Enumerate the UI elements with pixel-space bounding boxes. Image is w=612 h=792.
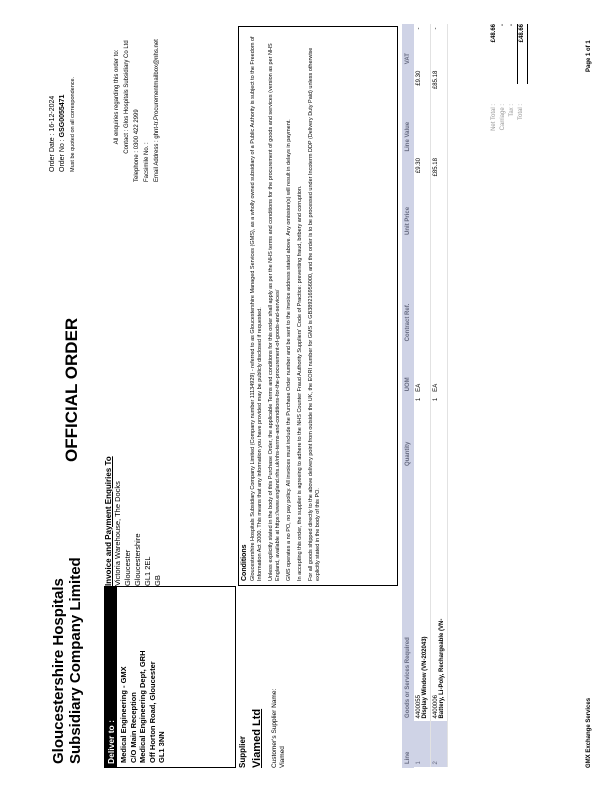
company-line-1: Gloucestershire Hospitals <box>50 578 67 764</box>
condition-paragraph: Gloucestershire Hospitals Subsidiary Company Limited (Company number 11134929) - referred to as Gloucestershire Managed Services (GMS), as a wholly owned subsidiary of a Public Authority is subject to the Freedom of Information Act 2000. This means that any information you have provided may be publicly disclosed if requested. <box>250 36 263 581</box>
order-date: 16-12-2024 <box>49 95 56 132</box>
contact-fax: Facsimile No. : <box>144 142 150 182</box>
condition-paragraph: In accepting this order, the supplier is agreeing to adhere to the NHS Counter Fraud Authority Suppliers' Code of Practice: preventing fraud, bribery and corruption. <box>297 185 303 581</box>
row-qty: 1 <box>414 395 431 470</box>
tax-row <box>508 24 517 174</box>
row-uom: EA <box>414 345 431 395</box>
row-line-value: £85.18 <box>431 68 448 155</box>
row-desc: Display Window (VN-202043) <box>422 636 428 719</box>
customer-supplier-name <box>271 608 287 768</box>
deliver-line: Medical Engineering Dept, GRH <box>138 650 147 763</box>
row-code: 4400006 <box>433 695 439 719</box>
row-unit-price: £85.18 <box>431 155 448 238</box>
tax-value: - <box>509 24 515 26</box>
row-desc: Battery, Li-Poly, Rechargeable (VN- <box>439 618 445 719</box>
col-uom: UOM <box>403 345 414 395</box>
quote-note: Must be quoted on all correspondence. <box>70 76 76 172</box>
invoice-address <box>104 386 234 586</box>
col-quantity: Quantity <box>403 395 414 470</box>
cs-value: Viamed <box>279 746 286 768</box>
supplier-block <box>238 608 287 768</box>
row-qty: 1 <box>431 395 448 470</box>
condition-paragraph: GMS operates a no PO, no pay policy. All invoices must include the Purchase Order number and be sent to the invoice address stated above. Any omission(s) will result in delays in payment. <box>286 119 292 581</box>
deliver-line: GL1 3NN <box>157 731 166 763</box>
deliver-line: C/O Main Reception <box>128 692 138 763</box>
contact-telephone: Telephone : 0300 422 2999 <box>134 109 140 182</box>
order-no-label: Order No : <box>59 139 66 172</box>
condition-paragraph: Unless explicitly stated in the body of this Purchase Order, the applicable Terms and conditions for this order shall apply as per the NHS terms and conditions for the procurement of goods and services (version as per NHS England, available at https://www.england.nhs.uk/nhs-terms-and-conditions-for-the-procurement-of-goods-and-services/ <box>268 43 281 581</box>
row-line-value: £9.30 <box>414 68 431 155</box>
order-no: GSG0055471 <box>59 94 66 138</box>
invoice-label: Invoice and Payment Enquiries To <box>104 456 113 586</box>
carriage-row <box>499 24 508 174</box>
company-name <box>50 557 84 764</box>
supplier-label: Supplier <box>238 735 247 768</box>
table-row <box>414 25 431 768</box>
totals-block <box>490 24 528 174</box>
table-row <box>431 25 448 768</box>
conditions-label: Conditions <box>241 544 248 581</box>
footer-left: GMX Exchange Services <box>586 697 592 768</box>
total-value: £48.66 <box>517 24 528 84</box>
order-date-label: Order Date : <box>49 133 56 172</box>
net-total-row <box>490 24 499 174</box>
col-contract-ref: Contract Ref. <box>403 238 414 344</box>
invoice-line: GL1 2EL <box>143 556 152 586</box>
contact-block <box>112 12 162 182</box>
items-header-row <box>403 25 414 768</box>
carriage-label: Carriage : <box>500 104 506 131</box>
tax-label: Tax : <box>509 104 515 117</box>
conditions-box <box>238 26 398 586</box>
order-date-row <box>48 77 58 172</box>
total-row <box>517 24 528 174</box>
contact-name: Contact : Glos Hospitals Subsidiary Co Ltd <box>124 40 130 154</box>
carriage-value: - <box>500 24 506 26</box>
contact-email: Email Address : ghnt-tr.Procurementmailbox@nhs.net <box>154 39 160 182</box>
row-unit-price: £9.30 <box>414 155 431 238</box>
row-vat: - <box>431 25 448 68</box>
company-line-2: Subsidiary Company Limited <box>67 557 84 764</box>
contact-heading: All enquiries regarding this order to: <box>114 49 120 145</box>
order-meta <box>48 77 78 172</box>
invoice-line: Gloucester <box>123 549 132 586</box>
row-line: 2 <box>431 721 448 767</box>
row-contract <box>431 238 448 344</box>
deliver-line: Off Horton Road, Gloucester <box>147 661 157 763</box>
invoice-lines <box>113 386 163 586</box>
condition-paragraph: For all goods shipped directly to the above delivery point from outside the UK, the EORI number for GMS is GB389216956000, and the order is to be processed under Incoterm DDP (Delivery Duty Paid) unless otherwise explicitly stated in the body of this PO. <box>308 47 321 581</box>
total-label: Total : <box>518 104 524 121</box>
col-vat: VAT <box>403 25 414 68</box>
row-line: 1 <box>414 721 431 767</box>
col-goods: Goods or Services Required <box>403 469 414 721</box>
row-vat: - <box>414 25 431 68</box>
invoice-line: Victoria Warehouse, The Docks <box>113 481 122 586</box>
row-contract <box>414 238 431 344</box>
invoice-line: GB <box>153 575 162 586</box>
row-uom: EA <box>431 345 448 395</box>
row-code: 4400055 <box>416 695 422 719</box>
document-title: OFFICIAL ORDER <box>62 317 81 462</box>
net-total-label: Net Total : <box>491 104 497 131</box>
deliver-to-label: Deliver to : <box>105 587 117 767</box>
invoice-line: Gloucestershire <box>133 533 142 586</box>
col-line-value: Line Value <box>403 68 414 155</box>
net-total-value: £48.66 <box>491 24 497 43</box>
deliver-line: Medical Engineering - GMX <box>119 666 128 763</box>
deliver-to-address <box>117 587 169 767</box>
items-table <box>402 24 448 768</box>
supplier-name: Viamed Ltd <box>251 708 263 768</box>
order-no-row <box>58 77 68 172</box>
row-goods <box>431 469 448 721</box>
row-goods <box>414 469 431 721</box>
page-number: Page 1 of 1 <box>586 40 592 72</box>
deliver-to-box <box>104 586 236 768</box>
col-line: Line <box>403 721 414 767</box>
col-unit-price: Unit Price <box>403 155 414 238</box>
cs-label: Customer's Supplier Name: <box>271 688 278 768</box>
